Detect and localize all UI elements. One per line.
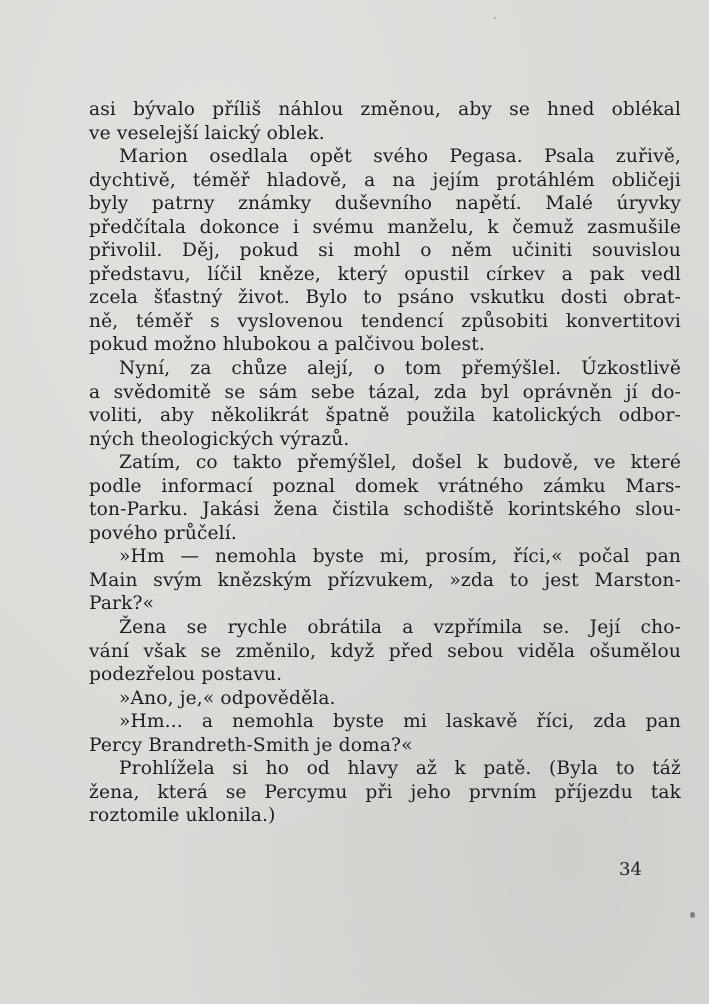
text-line: dychtivě, téměř hladově, a na jejím protáhlém obličeji (89, 169, 681, 191)
text-line: přivolil. Děj, pokud si mohl o něm učiniti souvislou (89, 240, 681, 262)
text-line: předčítala dokonce i svému manželu, k čemuž zasmušile (89, 216, 681, 238)
text-line: vání však se změnilo, když před sebou viděla ošumělou (89, 640, 681, 662)
text-line: »Ano, je,« odpověděla. (119, 687, 336, 709)
text-line: Prohlížela si ho od hlavy až k patě. (Byla to táž (119, 758, 681, 780)
text-line: ve veselejší laický oblek. (89, 122, 325, 144)
text-line: žena, která se Percymu při jeho prvním příjezdu tak (89, 781, 681, 803)
text-line: představu, líčil kněze, který opustil církev a pak vedl (89, 263, 681, 285)
text-line: Marion osedlala opět svého Pegasa. Psala zuřivě, (119, 146, 681, 168)
text-line: podle informací poznal domek vrátného zámku Mars- (89, 475, 681, 497)
text-line: zcela šťastný život. Bylo to psáno vskutku dosti obrat- (89, 287, 681, 309)
text-line: ton-Parku. Jakási žena čistila schodiště korintského slou- (89, 499, 681, 521)
text-line: ných theologických výrazů. (89, 428, 350, 450)
text-line: a svědomitě se sám sebe tázal, zda byl oprávněn jí do- (89, 381, 681, 403)
text-line: »Hm — nemohla byste mi, prosím, říci,« počal pan (119, 546, 681, 568)
text-line: pového průčelí. (89, 522, 237, 544)
text-line: asi bývalo příliš náhlou změnou, aby se hned oblékal (89, 99, 681, 120)
text-line: byly patrny známky duševního napětí. Malé úryvky (89, 193, 681, 215)
text-line: »Hm... a nemohla byste mi laskavě říci, zda pan (119, 711, 681, 733)
text-line: Park?« (89, 593, 155, 615)
text-line: voliti, aby několikrát špatně použila katolických odbor- (89, 405, 681, 427)
text-line: roztomile uklonila.) (89, 805, 276, 827)
paper-speck (494, 17, 496, 19)
text-line: Percy Brandreth-Smith je doma?« (89, 734, 413, 756)
page-text (89, 98, 681, 828)
page-number: 34 (619, 859, 642, 880)
paper-speck (690, 912, 695, 918)
text-line: Main svým knězským přízvukem, »zda to jest Marston- (89, 569, 681, 591)
text-line: Žena se rychle obrátila a vzpřímila se. Její cho- (119, 617, 681, 639)
text-line: pokud možno hlubokou a palčivou bolest. (89, 334, 485, 356)
text-line: podezřelou postavu. (89, 664, 283, 686)
text-line: Zatím, co takto přemýšlel, došel k budově, ve které (119, 452, 681, 474)
text-line: ně, téměř s vyslovenou tendencí způsobiti konvertitovi (89, 310, 681, 332)
text-line: Nyní, za chůze alejí, o tom přemýšlel. Úzkostlivě (119, 358, 681, 380)
